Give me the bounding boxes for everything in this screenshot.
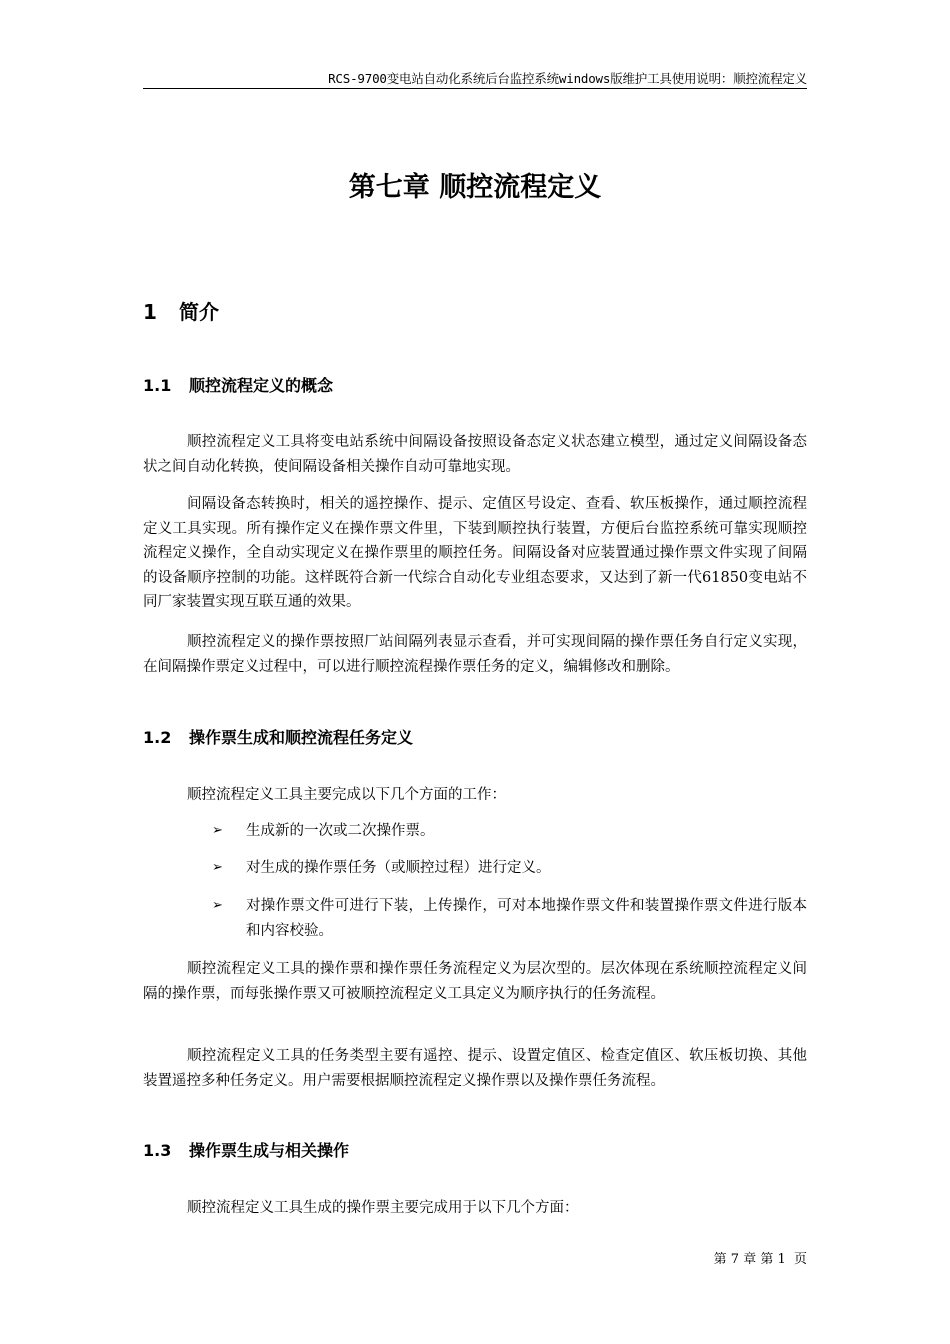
list-item: [212, 819, 807, 844]
paragraph: 顺控流程定义的操作票按照厂站间隔列表显示查看，并可实现间隔的操作票任务自行定义实现，在间隔操作票定义过程中，可以进行顺控流程操作票任务的定义，编辑修改和删除。: [143, 634, 807, 675]
list-item: [212, 894, 807, 943]
section-heading-1-1: [143, 375, 333, 397]
paragraph: 顺控流程定义工具生成的操作票主要完成用于以下几个方面：: [187, 1200, 579, 1216]
section-heading-1-3: [143, 1140, 349, 1162]
section-title: 操作票生成和顺控流程任务定义: [189, 728, 414, 747]
page-footer: 第 7 章 第 1 页: [713, 1252, 807, 1267]
arrowhead-bullet-icon: ➢: [212, 860, 223, 875]
list-item-text: 生成新的一次或二次操作票。: [246, 823, 435, 839]
section-heading-1: [143, 298, 219, 326]
section-number: 1.2: [143, 728, 172, 747]
arrowhead-bullet-icon: ➢: [212, 823, 223, 838]
section-title: 顺控流程定义的概念: [189, 376, 334, 395]
chapter-title: 第七章 顺控流程定义: [348, 172, 602, 203]
section-number: 1.3: [143, 1141, 172, 1160]
paragraph: 间隔设备态转换时，相关的遥控操作、提示、定值区号设定、查看、软压板操作，通过顺控流程定义工具实现。所有操作定义在操作票文件里，下装到顺控执行装置，方便后台监控系统可靠实现顺控流程定义操作，全自动实现定义在操作票里的顺控任务。间隔设备对应装置通过操作票文件实现了间隔的设备顺序控制的功能。这样既符合新一代综合自动化专业组态要求，又达到了新一代61850变电站不同厂家装置实现互联互通的效果。: [143, 496, 807, 610]
paragraph: 顺控流程定义工具将变电站系统中间隔设备按照设备态定义状态建立模型，通过定义间隔设备态状之间自动化转换，使间隔设备相关操作自动可靠地实现。: [143, 434, 807, 475]
list-item: [212, 856, 807, 881]
section-number: 1.1: [143, 376, 172, 395]
list-item-text: 对生成的操作票任务（或顺控过程）进行定义。: [246, 860, 551, 876]
arrowhead-bullet-icon: ➢: [212, 898, 223, 913]
section-heading-1-2: [143, 727, 413, 749]
running-header: RCS-9700变电站自动化系统后台监控系统windows版维护工具使用说明：顺控流程定义: [143, 70, 807, 89]
section-title: 操作票生成与相关操作: [189, 1141, 350, 1160]
paragraph: 顺控流程定义工具的任务类型主要有遥控、提示、设置定值区、检查定值区、软压板切换、其他装置遥控多种任务定义。用户需要根据顺控流程定义操作票以及操作票任务流程。: [143, 1048, 807, 1089]
list-item-text: 对操作票文件可进行下装，上传操作，可对本地操作票文件和装置操作票文件进行版本和内容校验。: [246, 898, 807, 939]
section-title: 简介: [179, 300, 219, 324]
paragraph: 顺控流程定义工具的操作票和操作票任务流程定义为层次型的。层次体现在系统顺控流程定义间隔的操作票，而每张操作票又可被顺控流程定义工具定义为顺序执行的任务流程。: [143, 961, 807, 1002]
paragraph: 顺控流程定义工具主要完成以下几个方面的工作：: [187, 787, 506, 803]
section-number: 1: [143, 300, 157, 324]
